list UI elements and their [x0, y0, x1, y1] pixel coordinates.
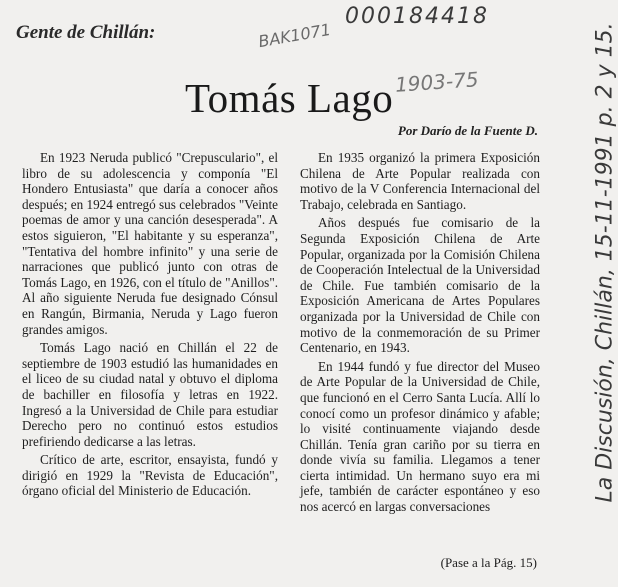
left-column	[22, 150, 278, 502]
paragraph: Crítico de arte, escritor, ensayista, fundó y dirigió en 1929 la "Revista de Educación", órgano oficial del Ministerio de Educación.	[22, 452, 278, 499]
paragraph: En 1935 organizó la primera Exposición Chilena de Arte Popular realizada con motivo de la V Conferencia Internacional del Trabajo, celebrada en Santiago.	[300, 150, 540, 212]
paragraph: Años después fue comisario de la Segunda Exposición Chilena de Arte Popular, organizada por la Comisión Chilena de Cooperación Intelectual de la Universidad de Chile. Fue también comisario de la Exposición Americana de Artes Populares organizada por la Universidad de Chile con motivo de la conmemoración de su Primer Centenario, en 1943.	[300, 215, 540, 356]
byline: Por Darío de la Fuente D.	[397, 123, 538, 138]
handwritten-source-note: La Discusión, Chillán, 15-11-1991 p. 2 y 15.	[592, 22, 618, 503]
paragraph: En 1923 Neruda publicó "Crepusculario", el libro de su adolescencia y componía "El Hondero Entusiasta" que daría a conocer años después; en 1924 entregó sus celebrados "Veinte poemas de amor y una canción desesperada". A estos siguieron, "El habitante y su esperanza", "Tentativa del hombre infinito" y una serie de narraciones que publicó junto con otras de Tomás Lago, en 1926, con el título de "Anillos". Al año siguiente Neruda fue designado Cónsul en Rangún, Birmania, Neruda y Lago fueron grandes amigos.	[22, 150, 278, 337]
continued-note: (Pase a la Pág. 15)	[440, 555, 537, 570]
right-column	[300, 150, 540, 518]
archive-code: BAK1071	[256, 19, 333, 52]
handwritten-years: 1903-75	[394, 67, 480, 97]
paragraph: En 1944 fundó y fue director del Museo de Arte Popular de la Universidad de Chile, que funcionó en el Cerro Santa Lucía. Allí lo conocí como un profesor dinámico y afable; lo visité continuamente viajando desde Chillán. Tenía gran cariño por su tierra en donde vivía su familia. Llegamos a tener cierta intimidad. Un hermano suyo era mi jefe, también de carácter espontáneo y eso nos acercó en largas conversaciones	[300, 358, 540, 515]
article-title: Tomás Lago	[185, 75, 394, 121]
archive-number: 000184418	[345, 4, 489, 29]
paragraph: Tomás Lago nació en Chillán el 22 de septiembre de 1903 estudió las humanidades en el liceo de su ciudad natal y obtuvo el diploma de bachiller en filosofía y letras en 1922. Ingresó a la Universidad de Chile para estudiar Derecho pero no continuó estos estudios prefiriendo dedicarse a las letras.	[22, 340, 278, 449]
section-heading: Gente de Chillán:	[16, 22, 156, 43]
